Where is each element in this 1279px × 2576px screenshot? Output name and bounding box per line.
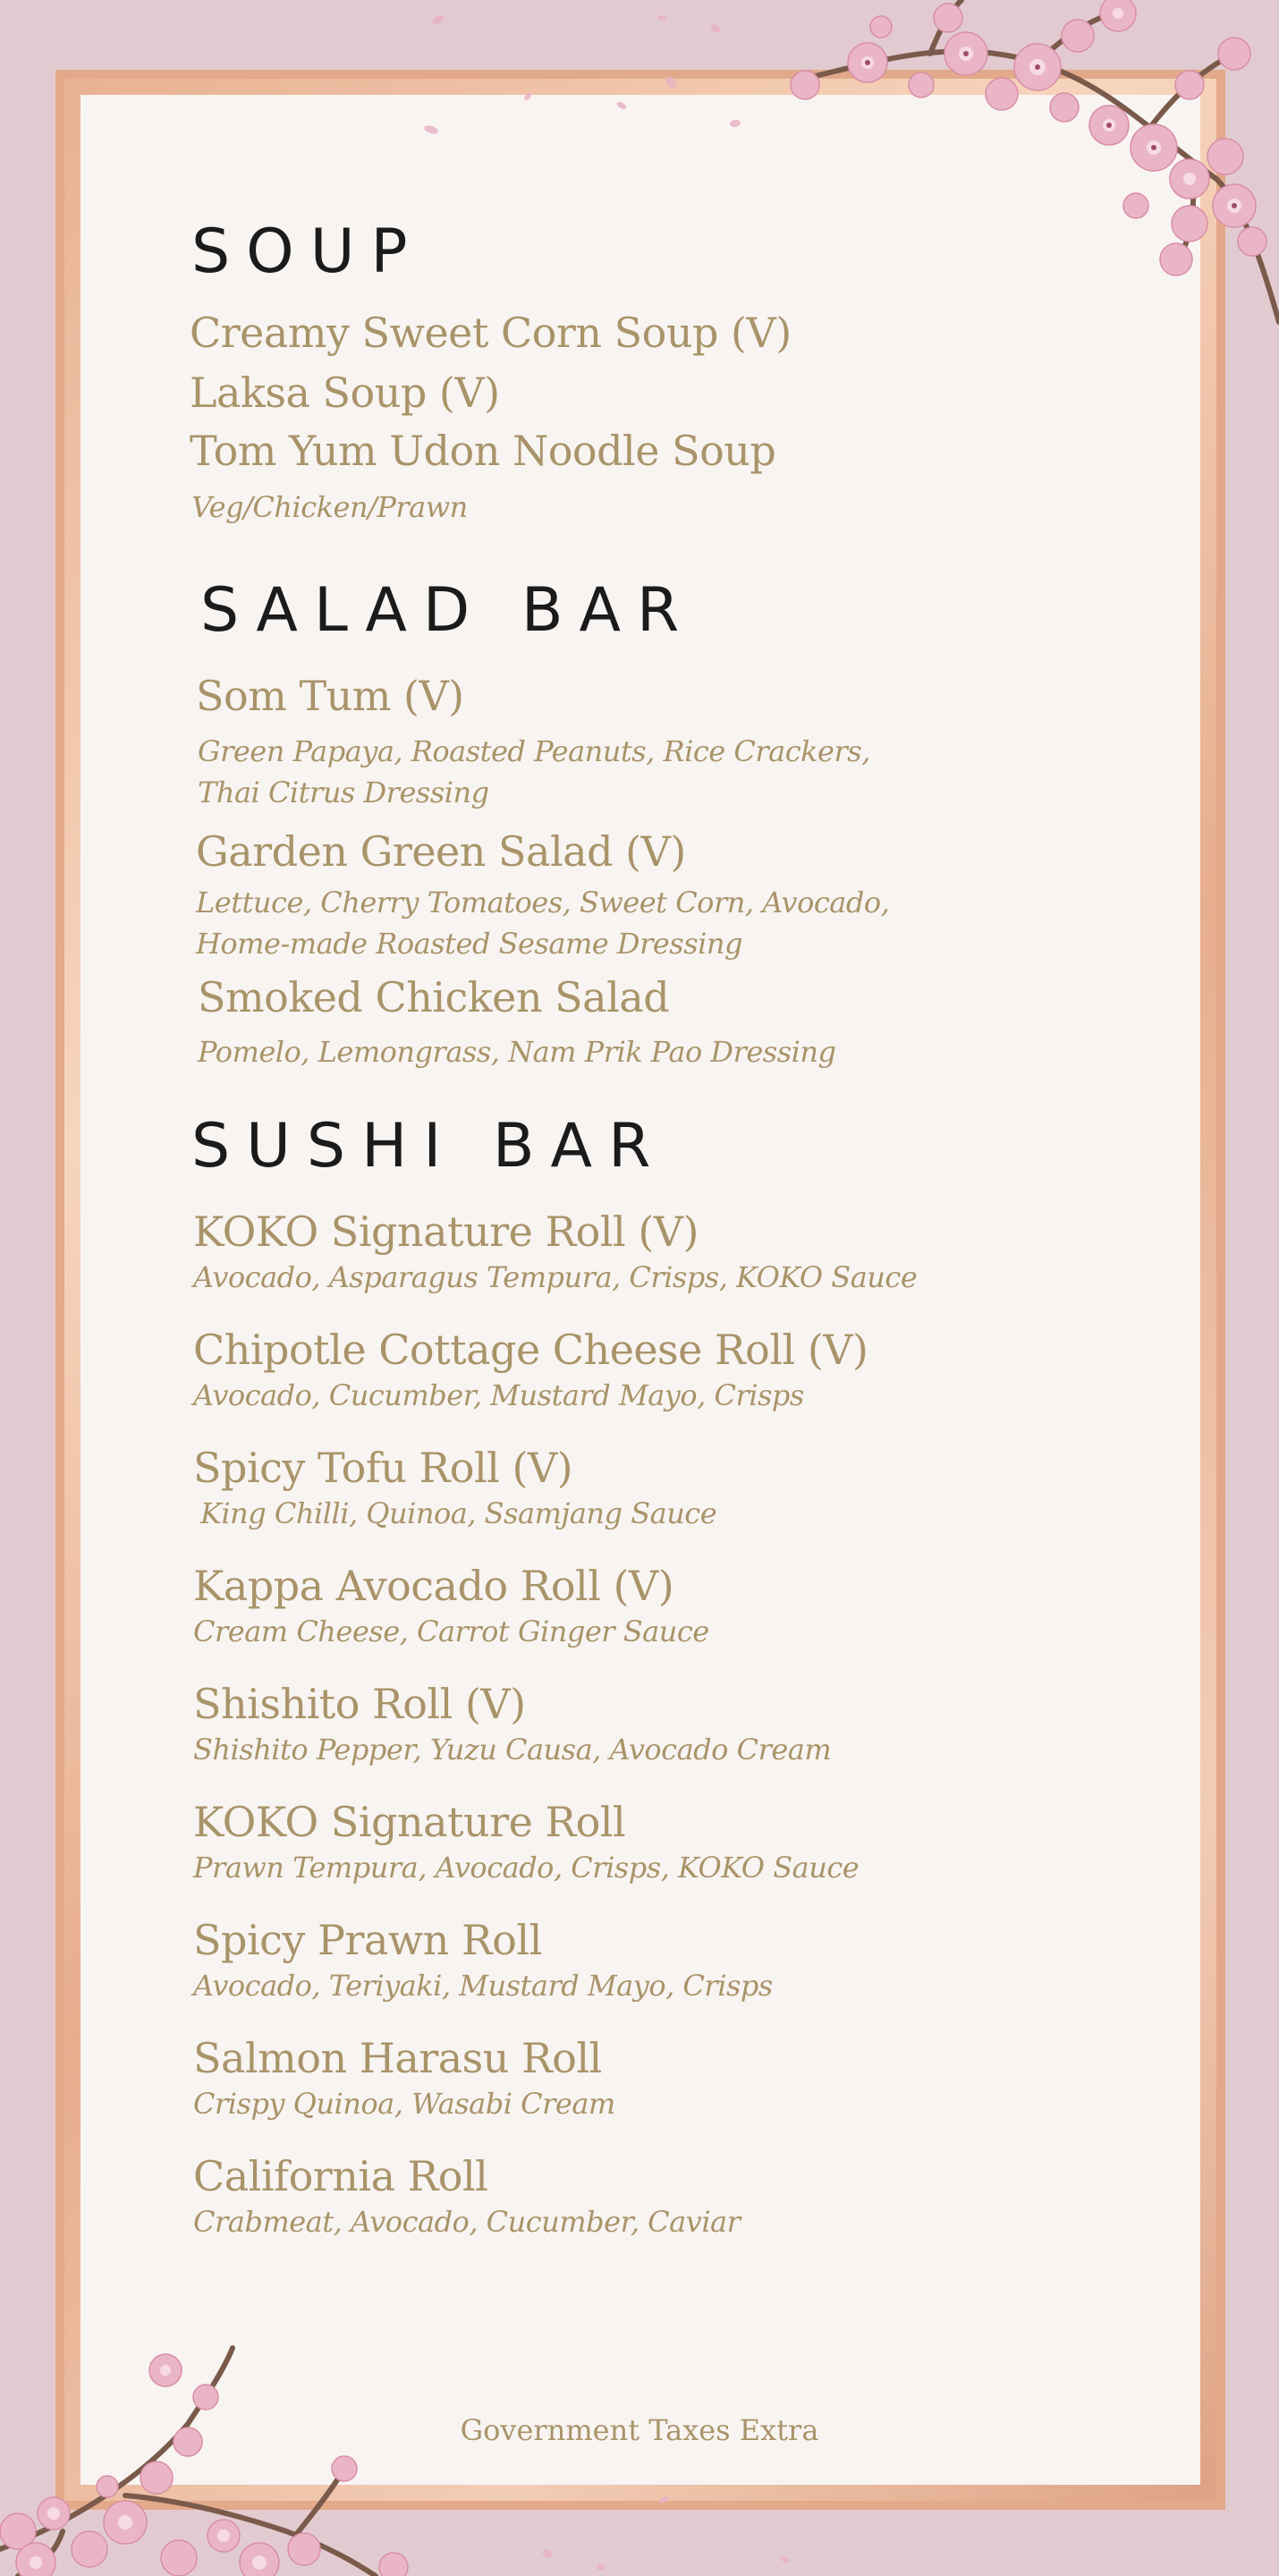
menu-item-name: California Roll bbox=[193, 2152, 488, 2200]
menu-item-description: Veg/Chicken/Prawn bbox=[191, 490, 468, 524]
menu-item-name: Som Tum (V) bbox=[196, 672, 464, 720]
menu-item-name: Laksa Soup (V) bbox=[190, 369, 500, 417]
section-title-soup: SOUP bbox=[191, 216, 424, 287]
menu-item-description: Avocado, Cucumber, Mustard Mayo, Crisps bbox=[193, 1378, 804, 1412]
section-title-salad-bar: SALAD BAR bbox=[200, 575, 696, 646]
menu-item-description: Shishito Pepper, Yuzu Causa, Avocado Cream bbox=[193, 1733, 832, 1767]
section-title-sushi-bar: SUSHI BAR bbox=[191, 1111, 667, 1182]
menu-item-description: Avocado, Asparagus Tempura, Crisps, KOKO Sauce bbox=[193, 1260, 918, 1294]
menu-item-name: Salmon Harasu Roll bbox=[193, 2034, 602, 2082]
menu-item-description: Crispy Quinoa, Wasabi Cream bbox=[193, 2087, 615, 2121]
menu-item-description: Thai Citrus Dressing bbox=[198, 775, 489, 809]
menu-item-description: Crabmeat, Avocado, Cucumber, Caviar bbox=[193, 2205, 741, 2239]
menu-item-name: Smoked Chicken Salad bbox=[198, 973, 670, 1021]
menu-item-name: Creamy Sweet Corn Soup (V) bbox=[190, 309, 792, 357]
menu-item-description: Avocado, Teriyaki, Mustard Mayo, Crisps bbox=[193, 1969, 773, 2003]
menu-item-name: Shishito Roll (V) bbox=[193, 1680, 526, 1728]
menu-item-name: Chipotle Cottage Cheese Roll (V) bbox=[193, 1326, 868, 1374]
footer-note: Government Taxes Extra bbox=[460, 2413, 819, 2447]
menu-item-description: Green Papaya, Roasted Peanuts, Rice Crackers, bbox=[198, 734, 870, 768]
menu-item-description: King Chilli, Quinoa, Ssamjang Sauce bbox=[200, 1496, 717, 1530]
menu-item-description: Pomelo, Lemongrass, Nam Prik Pao Dressing bbox=[198, 1035, 836, 1069]
menu-item-description: Cream Cheese, Carrot Ginger Sauce bbox=[193, 1614, 709, 1648]
menu-item-name: KOKO Signature Roll (V) bbox=[193, 1208, 699, 1256]
menu-item-name: KOKO Signature Roll bbox=[193, 1798, 626, 1846]
menu-item-description: Prawn Tempura, Avocado, Crisps, KOKO Sauce bbox=[193, 1851, 860, 1885]
menu-item-name: Tom Yum Udon Noodle Soup bbox=[190, 427, 776, 475]
menu-item-name: Spicy Prawn Roll bbox=[193, 1916, 542, 1964]
menu-item-description: Home-made Roasted Sesame Dressing bbox=[196, 927, 742, 961]
menu-item-name: Spicy Tofu Roll (V) bbox=[193, 1444, 573, 1492]
menu-item-description: Lettuce, Cherry Tomatoes, Sweet Corn, Avocado, bbox=[196, 886, 890, 919]
menu-item-name: Garden Green Salad (V) bbox=[196, 827, 686, 876]
menu-item-name: Kappa Avocado Roll (V) bbox=[193, 1562, 674, 1610]
